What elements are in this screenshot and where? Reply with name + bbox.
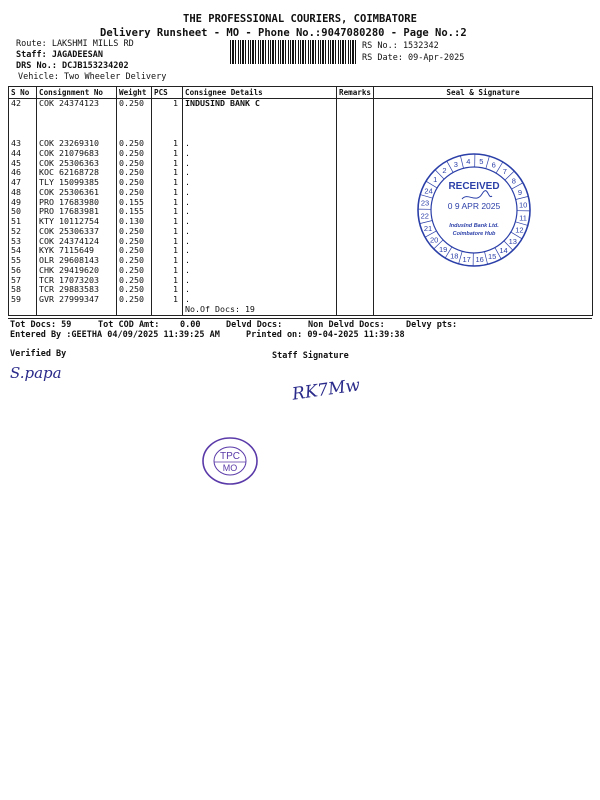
cell-pcs: 1: [152, 139, 183, 149]
cell-sno: 58: [9, 285, 37, 295]
cell-consignment: COK 23269310: [37, 139, 117, 149]
cell-weight: 0.250: [117, 276, 152, 286]
cell-consignee: .: [183, 217, 337, 227]
cell-remarks: [337, 256, 374, 266]
stamp-ring-number: 1: [433, 175, 438, 185]
cell-weight: 0.250: [117, 168, 152, 178]
verifier-signature: S.papa: [10, 364, 62, 382]
cell-consignment: COK 21079683: [37, 149, 117, 159]
cell-pcs: 1: [152, 285, 183, 295]
cell-sno: 43: [9, 139, 37, 149]
table-row: [9, 305, 593, 315]
cell-consignee: .: [183, 285, 337, 295]
cell-sno: 44: [9, 149, 37, 159]
cell-consignment: CHK 29419620: [37, 266, 117, 276]
staff-signature-label: Staff Signature: [272, 351, 349, 361]
stamp-ring-divider: [420, 221, 433, 224]
stamp-received-title: RECEIVED: [448, 181, 500, 192]
total-cod-value: 0.00: [180, 320, 201, 330]
stamp-ring-number: 19: [439, 244, 448, 254]
cell-weight: 0.250: [117, 178, 152, 188]
cell-pcs: 1: [152, 99, 183, 140]
delivery-points: Delvy pts:: [406, 320, 458, 330]
total-docs: Tot Docs: 59: [10, 320, 72, 330]
tpc-stamp-line1: TPC: [220, 451, 240, 462]
stamp-ring-number: 14: [499, 245, 508, 255]
col-consignee: Consignee Details: [183, 87, 337, 99]
cell-seal: [374, 295, 593, 305]
cell-consignment: KYK 7115649: [37, 246, 117, 256]
cell-sno: 42: [9, 99, 37, 140]
total-cod-label: Tot COD Amt:: [98, 320, 160, 330]
cell-sno: 52: [9, 227, 37, 237]
cell-weight: 0.155: [117, 198, 152, 208]
stamp-ring-divider: [460, 156, 463, 169]
route-label: Route: LAKSHMI MILLS RD: [16, 39, 134, 49]
cell-consignee: .: [183, 139, 337, 149]
col-sno: S No: [9, 87, 37, 99]
stamp-ring-number: 2: [442, 166, 447, 176]
cell-weight: 0.250: [117, 266, 152, 276]
cell-consignee: .: [183, 246, 337, 256]
non-delivered-docs: Non Delvd Docs:: [308, 320, 385, 330]
runsheet-subtitle: Delivery Runsheet - MO - Phone No.:9047080280 - Page No.:2: [100, 27, 467, 39]
cell-consignee: .: [183, 237, 337, 247]
stamp-received-org: IndusInd Bank Ltd.: [449, 223, 499, 229]
stamp-ring-number: 20: [430, 235, 439, 245]
stamp-ring-number: 18: [450, 251, 459, 261]
cell-sno: 54: [9, 246, 37, 256]
table-row: [9, 295, 593, 305]
empty-cell: [374, 305, 593, 315]
company-title: THE PROFESSIONAL COURIERS, COIMBATORE: [183, 13, 417, 25]
cell-pcs: 1: [152, 237, 183, 247]
cell-sno: 51: [9, 217, 37, 227]
cell-pcs: 1: [152, 168, 183, 178]
cell-consignment: TCR 29883583: [37, 285, 117, 295]
cell-consignment: TCR 17073203: [37, 276, 117, 286]
rs-date: RS Date: 09-Apr-2025: [362, 53, 465, 63]
cell-remarks: [337, 295, 374, 305]
cell-consignment: PRO 17683981: [37, 207, 117, 217]
cell-remarks: [337, 99, 374, 140]
printed-on: Printed on: 09-04-2025 11:39:38: [246, 330, 405, 340]
empty-cell: [9, 305, 37, 315]
table-header-row: [9, 87, 593, 99]
cell-weight: 0.250: [117, 237, 152, 247]
col-seal: Seal & Signature: [374, 87, 593, 99]
staff-label: Staff: JAGADEESAN: [16, 50, 103, 60]
cell-consignee: .: [183, 188, 337, 198]
cell-weight: 0.250: [117, 149, 152, 159]
cell-remarks: [337, 227, 374, 237]
cell-consignment: OLR 29608143: [37, 256, 117, 266]
cell-pcs: 1: [152, 266, 183, 276]
entered-by: Entered By :GEETHA 04/09/2025 11:39:25 AM: [10, 330, 220, 340]
cell-consignee: .: [183, 198, 337, 208]
col-pcs: PCS: [152, 87, 183, 99]
stamp-ring-number: 15: [488, 252, 497, 261]
cell-consignee: .: [183, 178, 337, 188]
empty-cell: [337, 305, 374, 315]
cell-sno: 47: [9, 178, 37, 188]
cell-pcs: 1: [152, 149, 183, 159]
cell-seal: [374, 276, 593, 286]
cell-consignee: .: [183, 207, 337, 217]
empty-cell: [117, 305, 152, 315]
cell-remarks: [337, 237, 374, 247]
cell-sno: 46: [9, 168, 37, 178]
cell-consignee: .: [183, 149, 337, 159]
cell-weight: 0.130: [117, 217, 152, 227]
cell-seal: [374, 139, 593, 149]
delivered-docs: Delvd Docs:: [226, 320, 283, 330]
cell-consignment: COK 25306361: [37, 188, 117, 198]
cell-weight: 0.250: [117, 256, 152, 266]
cell-remarks: [337, 178, 374, 188]
rs-number: RS No.: 1532342: [362, 41, 439, 51]
cell-seal: [374, 285, 593, 295]
cell-pcs: 1: [152, 295, 183, 305]
stamp-ring-number: 22: [420, 211, 429, 221]
cell-sno: 50: [9, 207, 37, 217]
cell-consignment: KOC 62168728: [37, 168, 117, 178]
stamp-ring-number: 13: [508, 236, 517, 246]
cell-remarks: [337, 159, 374, 169]
stamp-ring-number: 9: [517, 187, 523, 197]
table-row: [9, 99, 593, 140]
cell-consignment: COK 25306337: [37, 227, 117, 237]
stamp-ring-number: 7: [502, 167, 507, 177]
tpc-stamp-line2: MO: [222, 463, 238, 473]
cell-pcs: 1: [152, 207, 183, 217]
cell-remarks: [337, 207, 374, 217]
cell-remarks: [337, 266, 374, 276]
summary-divider: [8, 318, 592, 319]
cell-pcs: 1: [152, 178, 183, 188]
cell-consignee: .: [183, 256, 337, 266]
stamp-ring-number: 5: [479, 157, 484, 166]
cell-consignee: .: [183, 276, 337, 286]
stamp-ring-number: 23: [420, 198, 430, 208]
cell-sno: 56: [9, 266, 37, 276]
stamp-received-hub: Coimbatore Hub: [452, 231, 496, 237]
barcode: [230, 40, 356, 64]
cell-remarks: [337, 139, 374, 149]
cell-weight: 0.250: [117, 285, 152, 295]
cell-weight: 0.250: [117, 227, 152, 237]
cell-seal: [374, 99, 593, 140]
received-stamp: [416, 152, 532, 268]
empty-cell: [37, 305, 117, 315]
cell-consignment: GVR 27999347: [37, 295, 117, 305]
cell-consignee: INDUSIND BANK C: [183, 99, 337, 140]
cell-sno: 49: [9, 198, 37, 208]
cell-pcs: 1: [152, 276, 183, 286]
cell-weight: 0.250: [117, 99, 152, 140]
stamp-ring-number: 4: [466, 156, 471, 166]
col-remarks: Remarks: [337, 87, 374, 99]
stamp-ring-number: 17: [462, 255, 471, 264]
cell-remarks: [337, 149, 374, 159]
cell-sno: 45: [9, 159, 37, 169]
drs-label: DRS No.: DCJB153234202: [16, 61, 129, 71]
cell-pcs: 1: [152, 246, 183, 256]
cell-consignee: .: [183, 159, 337, 169]
cell-consignment: PRO 17683980: [37, 198, 117, 208]
stamp-ring-number: 3: [453, 160, 458, 169]
empty-cell: [152, 305, 183, 315]
cell-remarks: [337, 198, 374, 208]
stamp-ring-number: 8: [511, 176, 516, 186]
stamp-ring-divider: [447, 161, 453, 172]
cell-pcs: 1: [152, 256, 183, 266]
cell-consignee: .: [183, 168, 337, 178]
stamp-received-date: 0 9 APR 2025: [447, 201, 501, 211]
stamp-ring-divider: [516, 196, 529, 199]
cell-consignment: KTY 10112754: [37, 217, 117, 227]
cell-pcs: 1: [152, 159, 183, 169]
cell-remarks: [337, 168, 374, 178]
cell-consignee: .: [183, 266, 337, 276]
cell-consignment: TLY 15099385: [37, 178, 117, 188]
cell-remarks: [337, 276, 374, 286]
cell-consignment: COK 24374124: [37, 237, 117, 247]
vehicle-label: Vehicle: Two Wheeler Delivery: [18, 72, 167, 82]
cell-sno: 48: [9, 188, 37, 198]
col-weight: Weight: [117, 87, 152, 99]
cell-weight: 0.155: [117, 207, 152, 217]
cell-pcs: 1: [152, 217, 183, 227]
cell-weight: 0.250: [117, 246, 152, 256]
no-of-docs: No.Of Docs: 19: [183, 305, 337, 315]
cell-remarks: [337, 285, 374, 295]
cell-sno: 55: [9, 256, 37, 266]
stamp-ring-number: 11: [519, 213, 527, 223]
stamp-ring-divider: [486, 156, 490, 169]
stamp-ring-number: 6: [491, 160, 496, 170]
cell-consignment: COK 24374123: [37, 99, 117, 140]
stamp-ring-number: 21: [423, 224, 433, 234]
cell-sno: 59: [9, 295, 37, 305]
cell-sno: 53: [9, 237, 37, 247]
verified-by-label: Verified By: [10, 349, 67, 359]
cell-consignee: .: [183, 295, 337, 305]
tpc-stamp: [201, 436, 259, 486]
cell-consignee: .: [183, 227, 337, 237]
cell-consignment: COK 25306363: [37, 159, 117, 169]
cell-remarks: [337, 188, 374, 198]
stamp-ring-number: 16: [475, 255, 484, 265]
cell-pcs: 1: [152, 198, 183, 208]
cell-sno: 57: [9, 276, 37, 286]
cell-weight: 0.250: [117, 188, 152, 198]
cell-remarks: [337, 217, 374, 227]
cell-remarks: [337, 246, 374, 256]
cell-weight: 0.250: [117, 159, 152, 169]
cell-weight: 0.250: [117, 295, 152, 305]
stamp-ring-number: 10: [519, 200, 528, 210]
stamp-ring-number: 12: [515, 225, 524, 235]
cell-pcs: 1: [152, 227, 183, 237]
cell-weight: 0.250: [117, 139, 152, 149]
cell-pcs: 1: [152, 188, 183, 198]
stamp-ring-number: 24: [424, 186, 433, 196]
staff-signature: RK7Mw: [290, 375, 362, 405]
col-consignment: Consignment No: [37, 87, 117, 99]
